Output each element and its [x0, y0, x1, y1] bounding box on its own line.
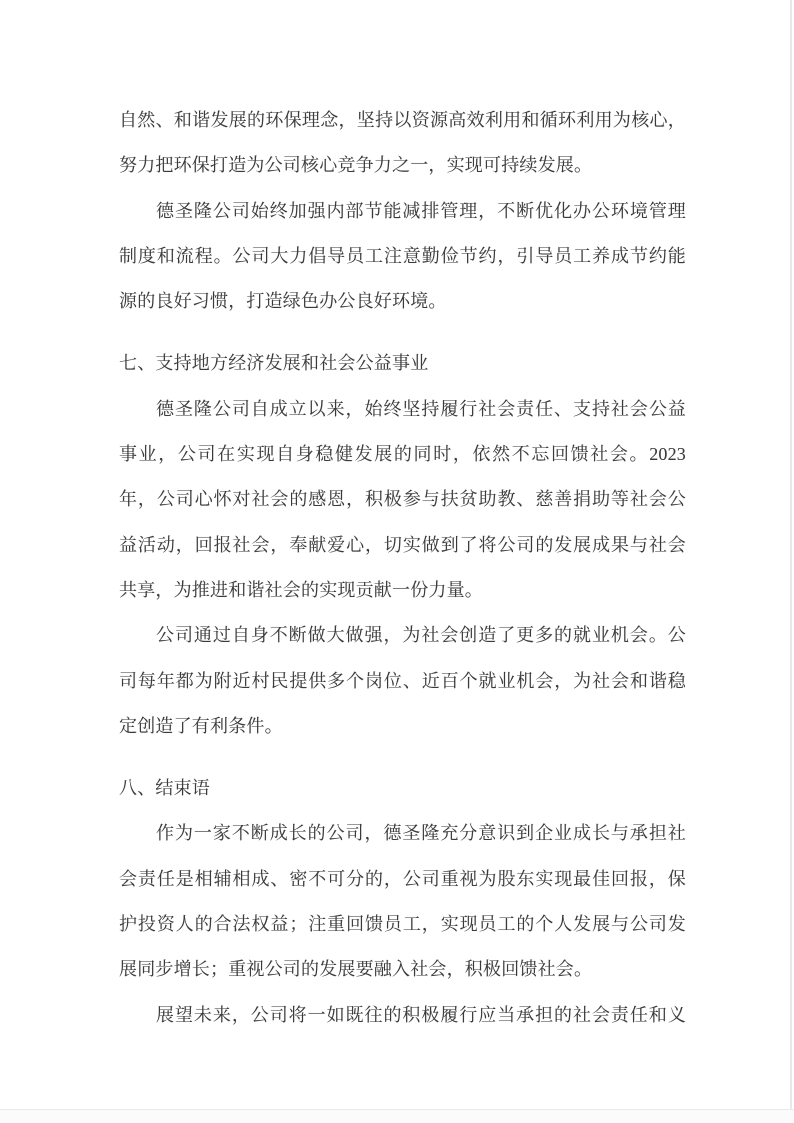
section-heading: 八、结束语	[119, 778, 210, 799]
text-line: 德圣隆公司自成立以来，始终坚持履行社会责任、支持社会公益	[156, 398, 686, 419]
document-body	[119, 98, 686, 1038]
text-line: 共享，为推进和谐社会的实现贡献一份力量。	[119, 579, 483, 600]
scan-artifact-bottom-strip	[0, 1110, 794, 1123]
text-line: 会责任是相辅相成、密不可分的，公司重视为股东实现最佳回报，保	[119, 868, 686, 889]
text-line: 德圣隆公司始终加强内部节能减排管理，不断优化办公环境管理	[156, 200, 686, 221]
text-line: 益活动，回报社会，奉献爱心，切实做到了将公司的发展成果与社会	[119, 534, 686, 555]
text-line: 自然、和谐发展的环保理念，坚持以资源高效利用和循环利用为核心，	[119, 110, 686, 130]
text-line: 展望未来，公司将一如既往的积极履行应当承担的社会责任和义	[156, 1004, 686, 1025]
text-line: 作为一家不断成长的公司，德圣隆充分意识到企业成长与承担社	[156, 823, 686, 844]
scan-artifact-right-edge	[790, 0, 792, 1123]
text-line: 展同步增长；重视公司的发展要融入社会，积极回馈社会。	[119, 959, 593, 980]
text-line: 制度和流程。公司大力倡导员工注意勤俭节约，引导员工养成节约能	[119, 245, 686, 266]
text-line: 司每年都为附近村民提供多个岗位、近百个就业机会，为社会和谐稳	[119, 670, 686, 691]
section-heading: 七、支持地方经济发展和社会公益事业	[119, 353, 429, 374]
text-line: 源的良好习惯，打造绿色办公良好环境。	[119, 291, 447, 312]
text-line: 年，公司心怀对社会的感恩，积极参与扶贫助教、慈善捐助等社会公	[119, 489, 686, 510]
text-line: 努力把环保打造为公司核心竞争力之一，实现可持续发展。	[119, 155, 593, 176]
text-line: 定创造了有利条件。	[119, 715, 283, 736]
text-line: 护投资人的合法权益；注重回馈员工，实现员工的个人发展与公司发	[119, 914, 686, 935]
text-line: 公司通过自身不断做大做强，为社会创造了更多的就业机会。公	[156, 625, 686, 646]
text-line: 事业，公司在实现自身稳健发展的同时，依然不忘回馈社会。2023	[119, 444, 686, 465]
